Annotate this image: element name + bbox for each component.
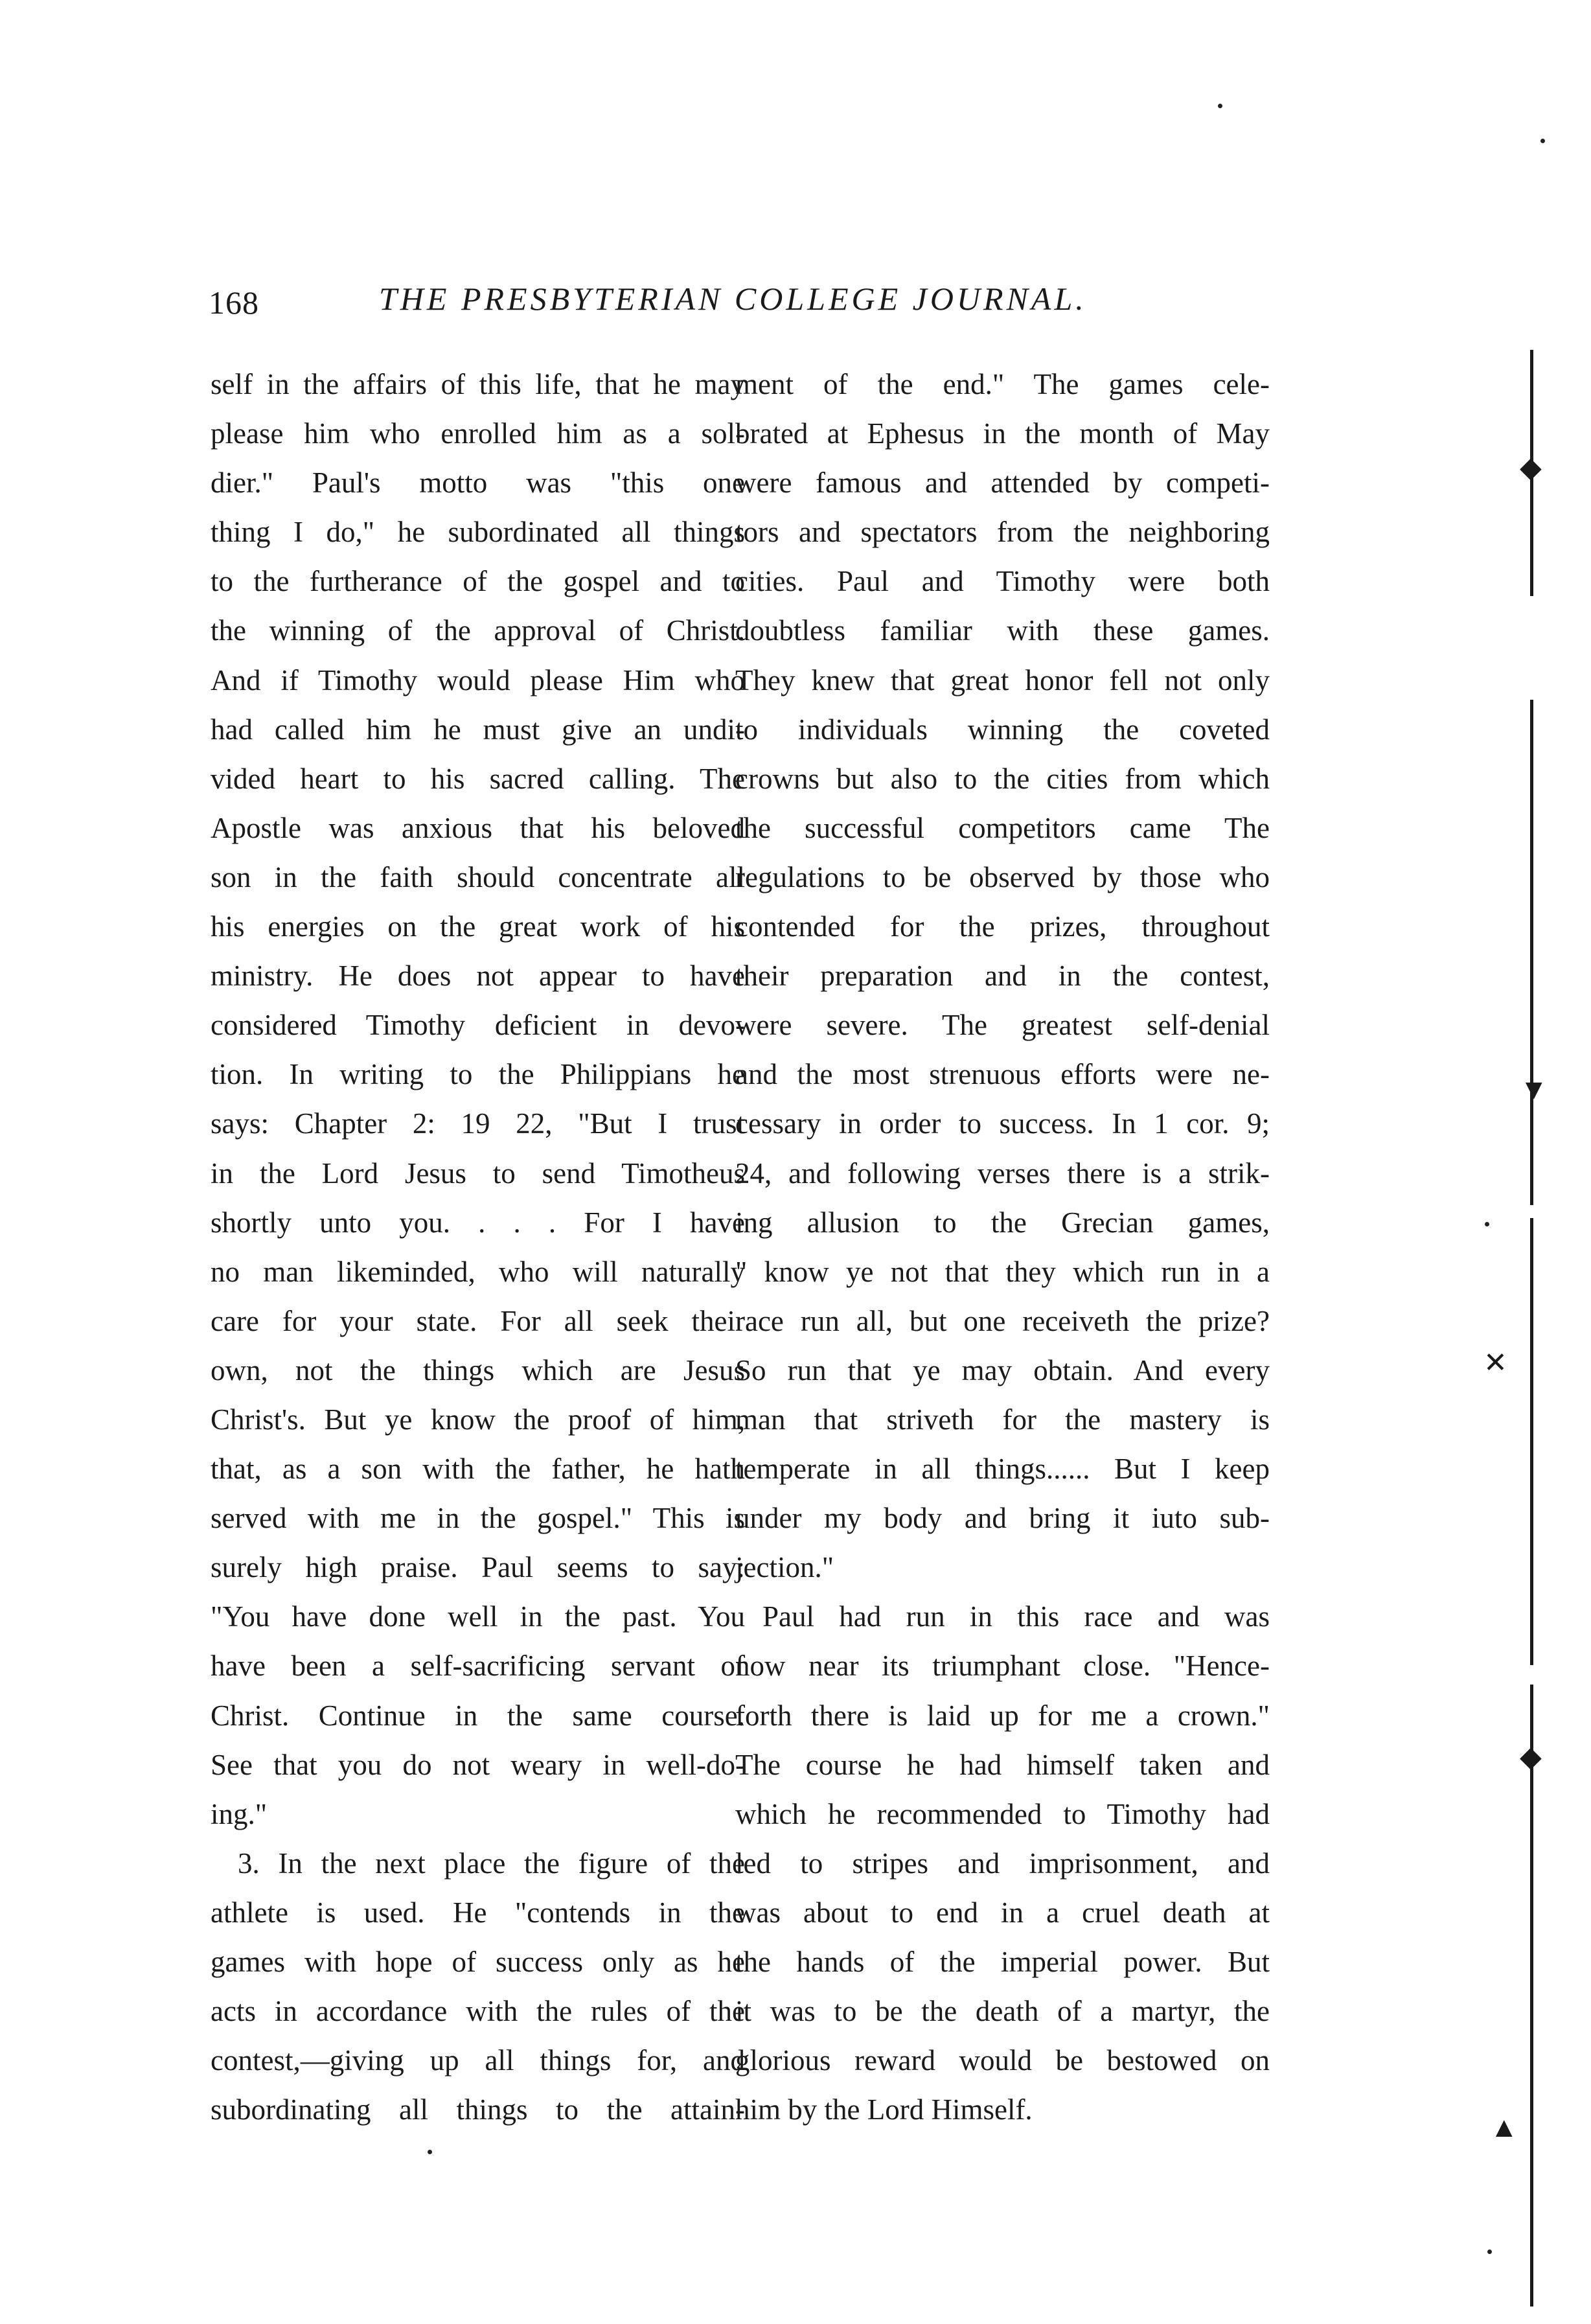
text-line: son in the faith should concentrate all: [211, 860, 745, 893]
text-line: games with hope of success only as he: [211, 1946, 745, 1978]
text-line: ment of the end." The games cele-: [735, 368, 1270, 400]
text-line: acts in accordance with the rules of the: [211, 1995, 745, 2028]
running-head: THE PRESBYTERIAN COLLEGE JOURNAL.: [379, 281, 1087, 317]
text-line: were famous and attended by competi-: [735, 466, 1270, 500]
page-number: 168: [209, 284, 259, 321]
text-line: cities. Paul and Timothy were both: [735, 565, 1270, 598]
text-line: ing.": [211, 1797, 268, 1830]
text-line: which he recommended to Timothy had: [735, 1797, 1270, 1830]
text-line: that, as a son with the father, he hath: [211, 1453, 745, 1486]
text-line: it was to be the death of a martyr, the: [735, 1995, 1270, 2028]
text-line: to the furtherance of the gospel and to: [211, 565, 745, 598]
text-line: They knew that great honor fell not only: [735, 663, 1270, 696]
left-column: [211, 360, 745, 2134]
text-line: And if Timothy would please Him who: [211, 663, 745, 696]
text-line: the winning of the approval of Christ.: [211, 614, 745, 647]
text-line: now near its triumphant close. "Hence-: [735, 1650, 1270, 1683]
binding-rule: [1530, 1685, 1533, 2307]
text-line: " know ye not that they which run in a: [735, 1255, 1270, 1288]
text-line: vided heart to his sacred calling. The: [211, 762, 745, 795]
text-line: athlete is used. He "contends in the: [211, 1896, 745, 1929]
text-line: was about to end in a cruel death at: [735, 1896, 1270, 1929]
text-line: says: Chapter 2: 19 22, "But I trust: [211, 1107, 745, 1140]
text-line: forth there is laid up for me a crown.": [735, 1699, 1270, 1732]
text-line: So run that ye may obtain. And every: [735, 1353, 1270, 1386]
text-line: considered Timothy deficient in devo-: [211, 1009, 745, 1042]
text-line: "You have done well in the past. You: [211, 1600, 745, 1633]
text-line: Paul had run in this race and was: [762, 1600, 1270, 1633]
text-line: contended for the prizes, throughout: [735, 910, 1270, 943]
scan-speck: [1540, 139, 1545, 143]
text-line: have been a self-sacrificing servant of: [211, 1650, 745, 1683]
binding-rule: [1530, 700, 1533, 1205]
text-line: own, not the things which are Jesus: [211, 1353, 745, 1386]
text-line: Christ's. But ye know the proof of him,: [211, 1403, 745, 1436]
text-line: shortly unto you. . . . For I have: [211, 1206, 745, 1239]
text-line: race run all, but one receiveth the prize?: [735, 1304, 1270, 1337]
text-line: contest,—giving up all things for, and: [211, 2044, 745, 2077]
text-line: See that you do not weary in well-do-: [211, 1748, 745, 1781]
binding-mark-icon: ◆: [1520, 1741, 1542, 1773]
text-line: jection.": [735, 1551, 834, 1584]
text-line: tion. In writing to the Philippians he: [211, 1058, 745, 1091]
text-line: cessary in order to success. In 1 cor. 9;: [735, 1107, 1270, 1140]
binding-mark-icon: ✕: [1483, 1347, 1507, 1379]
text-line: man that striveth for the mastery is: [735, 1403, 1270, 1436]
text-line: Christ. Continue in the same course.: [211, 1699, 745, 1732]
text-line: brated at Ephesus in the month of May: [735, 417, 1270, 450]
text-line: him by the Lord Himself.: [735, 2093, 1033, 2126]
text-line: and the most strenuous efforts were ne-: [735, 1058, 1270, 1091]
text-line: surely high praise. Paul seems to say:: [211, 1551, 745, 1584]
scan-speck: [428, 2150, 432, 2154]
text-line: ministry. He does not appear to have: [211, 960, 745, 993]
text-line: care for your state. For all seek their: [211, 1304, 745, 1337]
text-line: had called him he must give an undi-: [211, 713, 745, 746]
text-line: tors and spectators from the neighboring: [735, 516, 1270, 549]
text-line: 3. In the next place the figure of the: [238, 1847, 745, 1880]
text-line: temperate in all things...... But I keep: [735, 1453, 1270, 1486]
text-line: were severe. The greatest self-denial: [735, 1009, 1270, 1042]
text-line: doubtless familiar with these games.: [735, 614, 1270, 647]
text-line: to individuals winning the coveted: [735, 713, 1270, 746]
text-line: no man likeminded, who will naturally: [211, 1255, 745, 1288]
scan-speck: [1218, 104, 1222, 108]
binding-mark-icon: ◆: [1520, 452, 1542, 483]
text-line: served with me in the gospel." This is: [211, 1502, 745, 1535]
text-line: please him who enrolled him as a sol-: [211, 417, 745, 450]
text-line: in the Lord Jesus to send Timotheus: [211, 1156, 745, 1190]
text-line: the successful competitors came The: [735, 811, 1270, 844]
text-line: ing allusion to the Grecian games,: [735, 1206, 1270, 1239]
text-line: self in the affairs of this life, that he may: [211, 368, 745, 400]
text-line: dier." Paul's motto was "this one: [211, 466, 745, 500]
text-line: thing I do," he subordinated all things: [211, 516, 745, 549]
text-line: subordinating all things to the attain-: [211, 2093, 745, 2126]
text-line: glorious reward would be bestowed on: [735, 2044, 1270, 2077]
right-column: [735, 360, 1270, 2134]
scan-speck: [1487, 2249, 1492, 2254]
text-line: The course he had himself taken and: [735, 1748, 1270, 1781]
binding-mark-icon: ▲: [1490, 2111, 1518, 2143]
binding-rule: [1530, 1218, 1533, 1665]
text-line: led to stripes and imprisonment, and: [735, 1847, 1270, 1880]
text-line: his energies on the great work of his: [211, 910, 745, 943]
text-line: 24, and following verses there is a strik-: [735, 1156, 1270, 1190]
text-line: the hands of the imperial power. But: [735, 1946, 1270, 1978]
text-line: their preparation and in the contest,: [735, 960, 1270, 993]
text-line: under my body and bring it iuto sub-: [735, 1502, 1270, 1535]
scan-speck: [1485, 1222, 1489, 1226]
binding-mark-icon: ▼: [1520, 1074, 1548, 1105]
text-line: Apostle was anxious that his beloved: [211, 811, 745, 844]
text-line: regulations to be observed by those who: [735, 860, 1270, 893]
text-line: crowns but also to the cities from which: [735, 762, 1270, 795]
